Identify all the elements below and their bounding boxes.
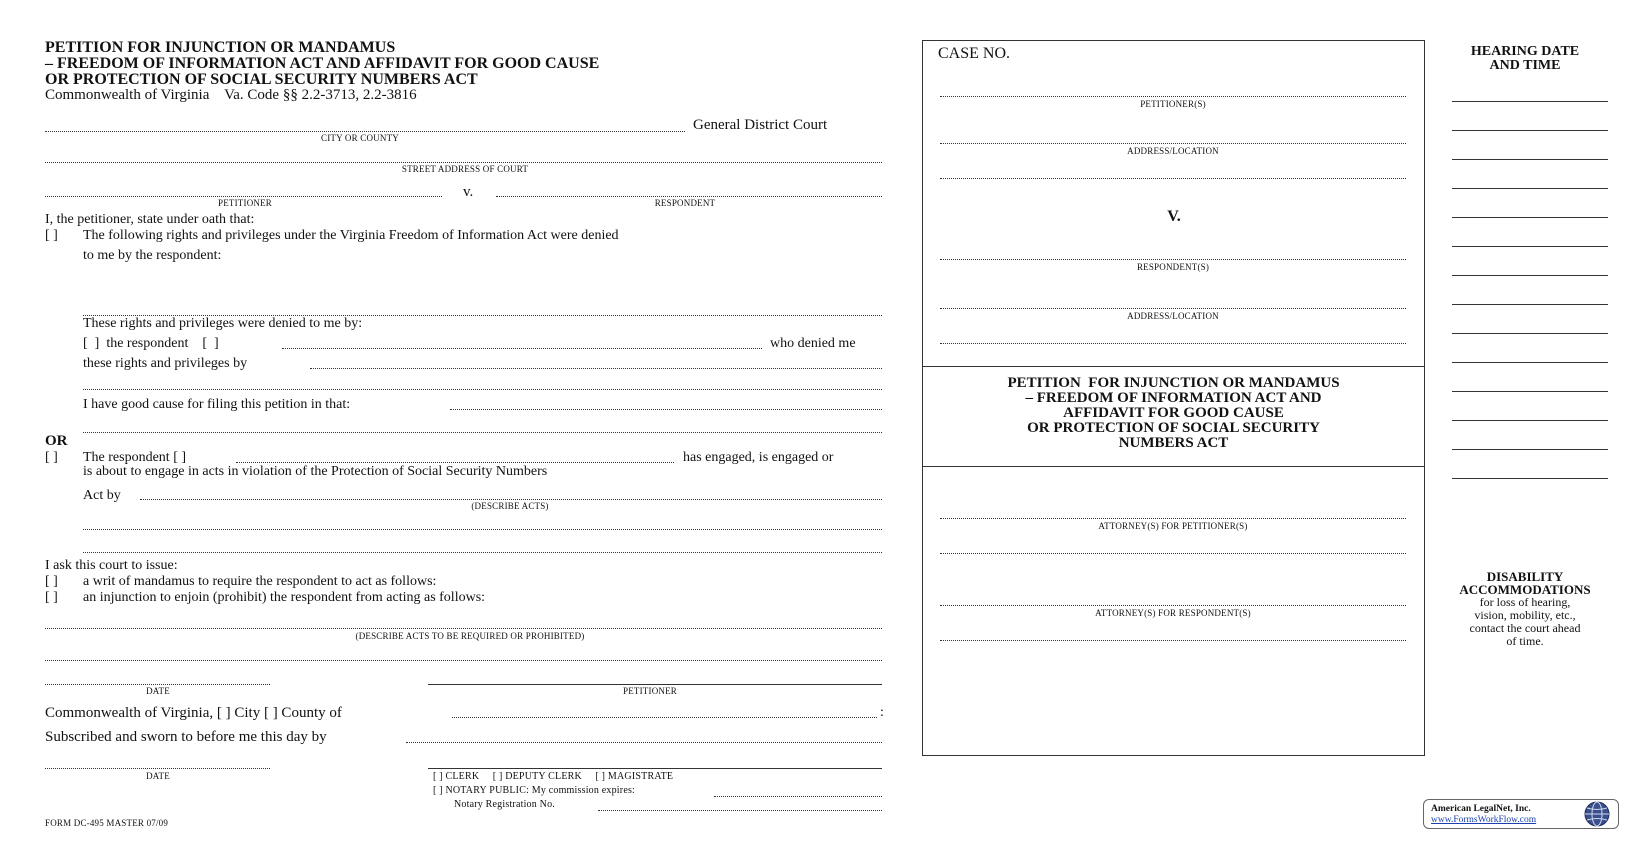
disability-notice bbox=[1432, 570, 1618, 648]
logo-company: American LegalNet, Inc. bbox=[1431, 804, 1531, 814]
case-title-line-4: OR PROTECTION OF SOCIAL SECURITY bbox=[1027, 420, 1320, 436]
hearing-date-line[interactable] bbox=[1452, 275, 1608, 276]
or-label: OR bbox=[45, 433, 68, 449]
injunction-label: an injunction to enjoin (prohibit) the respondent from acting as follows: bbox=[83, 590, 486, 605]
subscribed-by-field[interactable] bbox=[406, 742, 882, 743]
hearing-date-line[interactable] bbox=[1452, 217, 1608, 218]
case-divider-1 bbox=[922, 366, 1425, 367]
describe-required-caption: (DESCRIBE ACTS TO BE REQUIRED OR PROHIBITED) bbox=[355, 631, 585, 641]
petitioner-address-field-2[interactable] bbox=[940, 178, 1406, 179]
injunction-checkbox[interactable]: [ ] bbox=[45, 590, 58, 605]
act-by-label: Act by bbox=[83, 488, 121, 503]
ssn-engaged-label: has engaged, is engaged or bbox=[683, 450, 834, 465]
acts-required-field-2[interactable] bbox=[45, 660, 882, 661]
hearing-date-line[interactable] bbox=[1452, 391, 1608, 392]
petitioners-caption: PETITIONER(S) bbox=[1140, 99, 1206, 109]
attorney-petitioner-caption: ATTORNEY(S) FOR PETITIONER(S) bbox=[1098, 521, 1248, 531]
petitioner-caption: PETITIONER bbox=[218, 198, 272, 208]
ssn-respondent-label: The respondent [ ] bbox=[83, 450, 187, 465]
disability-line-1: DISABILITY bbox=[1486, 569, 1564, 584]
case-no-label: CASE NO. bbox=[938, 45, 1011, 62]
clerk-options[interactable]: [ ] CLERK [ ] DEPUTY CLERK [ ] MAGISTRATE bbox=[433, 771, 674, 782]
disability-text-4: of time. bbox=[1506, 634, 1544, 648]
good-cause-label: I have good cause for filing this petition in that: bbox=[83, 397, 351, 412]
denied-by-label: These rights and privileges were denied to me by: bbox=[83, 316, 363, 331]
petitioners-field[interactable] bbox=[940, 96, 1406, 97]
form-number: FORM DC-495 MASTER 07/09 bbox=[45, 818, 169, 828]
these-rights-field-2[interactable] bbox=[83, 389, 882, 390]
these-rights-label: these rights and privileges by bbox=[83, 356, 248, 371]
hearing-line-1: HEARING DATE bbox=[1470, 44, 1580, 59]
hearing-heading bbox=[1440, 45, 1610, 73]
respondent-name-field[interactable] bbox=[496, 196, 882, 197]
foia-text-line-2: to me by the respondent: bbox=[83, 248, 222, 263]
hearing-date-line[interactable] bbox=[1452, 101, 1608, 102]
act-by-field[interactable] bbox=[140, 499, 882, 500]
petitioner-signature-field[interactable] bbox=[428, 684, 882, 685]
hearing-date-line[interactable] bbox=[1452, 130, 1608, 131]
petition-date-field[interactable] bbox=[45, 684, 270, 685]
logo-url[interactable]: www.FormsWorkFlow.com bbox=[1431, 815, 1537, 825]
disability-text-1: for loss of hearing, bbox=[1479, 595, 1571, 609]
hearing-date-line[interactable] bbox=[1452, 362, 1608, 363]
hearing-date-line[interactable] bbox=[1452, 449, 1608, 450]
case-divider-2 bbox=[922, 466, 1425, 467]
these-rights-field[interactable] bbox=[310, 368, 882, 369]
title-line-2: – FREEDOM OF INFORMATION ACT AND AFFIDAVIT FOR GOOD CAUSE bbox=[45, 55, 600, 72]
describe-acts-caption: (DESCRIBE ACTS) bbox=[471, 501, 549, 511]
writ-checkbox[interactable]: [ ] bbox=[45, 574, 58, 589]
act-by-field-3[interactable] bbox=[83, 552, 882, 553]
title-line-3: OR PROTECTION OF SOCIAL SECURITY NUMBERS ACT bbox=[45, 71, 478, 88]
foia-text-line-1: The following rights and privileges under the Virginia Freedom of Information Act were denied bbox=[83, 228, 619, 243]
disability-text-3: contact the court ahead bbox=[1469, 621, 1581, 635]
who-denied-label: who denied me bbox=[770, 336, 856, 351]
good-cause-field[interactable] bbox=[450, 409, 882, 410]
respondents-field[interactable] bbox=[940, 259, 1406, 260]
petitioner-address-field[interactable] bbox=[940, 143, 1406, 144]
attorney-respondent-field-2[interactable] bbox=[940, 640, 1406, 641]
hearing-date-line[interactable] bbox=[1452, 304, 1608, 305]
globe-icon bbox=[1584, 801, 1610, 827]
case-versus: V. bbox=[1167, 208, 1181, 225]
subscribed-line: Subscribed and sworn to before me this day by bbox=[45, 729, 327, 745]
subtitle: Commonwealth of Virginia Va. Code §§ 2.2-3713, 2.2-3816 bbox=[45, 87, 417, 103]
disability-line-2: ACCOMMODATIONS bbox=[1459, 582, 1591, 597]
county-field[interactable] bbox=[452, 717, 877, 718]
oath-statement: I, the petitioner, state under oath that: bbox=[45, 212, 255, 227]
ssn-respondent-field[interactable] bbox=[236, 462, 674, 463]
petitioner-name-field[interactable] bbox=[45, 196, 442, 197]
hearing-date-line[interactable] bbox=[1452, 159, 1608, 160]
attorney-petitioner-field-2[interactable] bbox=[940, 553, 1406, 554]
hearing-date-line[interactable] bbox=[1452, 478, 1608, 479]
writ-label: a writ of mandamus to require the respondent to act as follows: bbox=[83, 574, 437, 589]
officer-signature-field[interactable] bbox=[428, 768, 882, 769]
case-title-line-1: PETITION FOR INJUNCTION OR MANDAMUS bbox=[1007, 375, 1340, 391]
respondent-address-field-2[interactable] bbox=[940, 343, 1406, 344]
ssn-text-line-2: is about to engage in acts in violation of the Protection of Social Security Numbers bbox=[83, 464, 548, 479]
legalnet-logo[interactable] bbox=[1423, 799, 1619, 829]
date-caption: DATE bbox=[146, 686, 170, 696]
date-caption-2: DATE bbox=[146, 771, 170, 781]
hearing-line-2: AND TIME bbox=[1489, 58, 1561, 73]
street-address-caption: STREET ADDRESS OF COURT bbox=[401, 164, 529, 174]
ssn-checkbox[interactable]: [ ] bbox=[45, 450, 58, 465]
case-title-line-5: NUMBERS ACT bbox=[1118, 435, 1229, 451]
attorney-petitioner-field[interactable] bbox=[940, 518, 1406, 519]
commission-expires-field[interactable] bbox=[714, 796, 882, 797]
acts-required-field[interactable] bbox=[45, 628, 882, 629]
good-cause-field-2[interactable] bbox=[83, 432, 882, 433]
address-caption-1: ADDRESS/LOCATION bbox=[1127, 146, 1219, 156]
city-county-caption: CITY OR COUNTY bbox=[321, 133, 399, 143]
act-by-field-2[interactable] bbox=[83, 529, 882, 530]
city-county-field[interactable] bbox=[45, 131, 685, 132]
disability-text-2: vision, mobility, etc., bbox=[1474, 608, 1576, 622]
case-title-line-3: AFFIDAVIT FOR GOOD CAUSE bbox=[1063, 405, 1284, 421]
case-title bbox=[922, 376, 1425, 451]
attorney-respondent-caption: ATTORNEY(S) FOR RESPONDENT(S) bbox=[1095, 608, 1251, 618]
attorney-respondent-field[interactable] bbox=[940, 605, 1406, 606]
hearing-date-line[interactable] bbox=[1452, 333, 1608, 334]
respondents-caption: RESPONDENT(S) bbox=[1136, 262, 1210, 272]
case-title-line-2: – FREEDOM OF INFORMATION ACT AND bbox=[1025, 390, 1322, 406]
respondent-address-field[interactable] bbox=[940, 308, 1406, 309]
hearing-date-line[interactable] bbox=[1452, 188, 1608, 189]
sworn-date-field[interactable] bbox=[45, 768, 270, 769]
notary-reg-label: Notary Registration No. bbox=[454, 799, 555, 810]
court-name-suffix: General District Court bbox=[693, 117, 828, 133]
who-denied-field[interactable] bbox=[282, 348, 762, 349]
the-respondent-option[interactable]: [ ] the respondent [ ] bbox=[83, 336, 219, 351]
respondent-caption: RESPONDENT bbox=[654, 198, 716, 208]
title-line-1: PETITION FOR INJUNCTION OR MANDAMUS bbox=[45, 39, 396, 56]
notary-reg-field[interactable] bbox=[598, 810, 882, 811]
street-address-field[interactable] bbox=[45, 162, 882, 163]
foia-checkbox[interactable]: [ ] bbox=[45, 228, 58, 243]
hearing-date-line[interactable] bbox=[1452, 420, 1608, 421]
commonwealth-line: Commonwealth of Virginia, [ ] City [ ] County of bbox=[45, 705, 342, 721]
hearing-date-line[interactable] bbox=[1452, 246, 1608, 247]
colon: : bbox=[880, 705, 884, 720]
ask-court-label: I ask this court to issue: bbox=[45, 558, 178, 573]
versus-label: v. bbox=[463, 184, 474, 200]
notary-label[interactable]: [ ] NOTARY PUBLIC: My commission expires: bbox=[433, 785, 636, 796]
petitioner-signature-caption: PETITIONER bbox=[623, 686, 677, 696]
address-caption-2: ADDRESS/LOCATION bbox=[1127, 311, 1219, 321]
